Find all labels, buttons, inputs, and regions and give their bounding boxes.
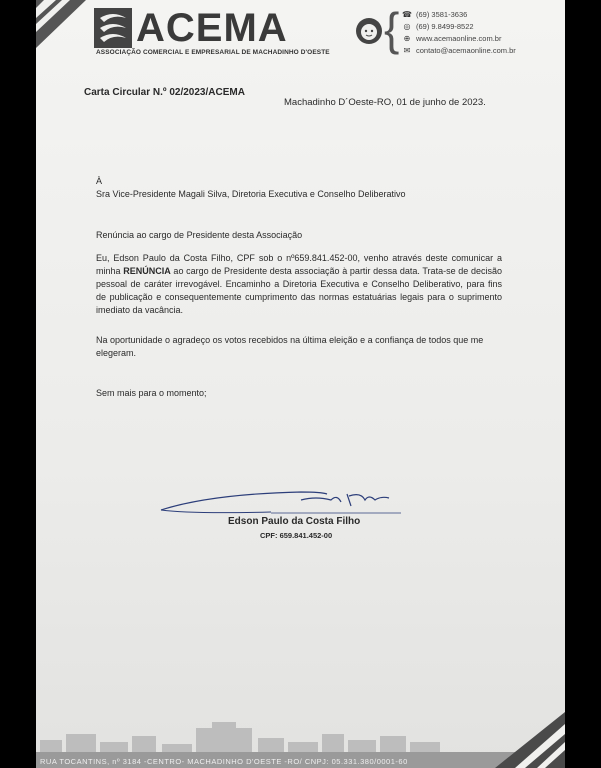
contact-whatsapp: [402, 20, 516, 32]
mail-icon: ✉: [403, 45, 411, 55]
corner-decoration-top-left: [36, 0, 86, 52]
signer-name: Edson Paulo da Costa Filho: [228, 516, 361, 527]
paragraph-text: ao cargo de Presidente desta associação à partir dessa data. Trata-se de decisão pessoal de caráter irrevogável. Encaminho a Diretoria Executiva e Conselho Deliberativo, para fins de publicação e consequentemente cumprimento das normas estatuárias legais para o suprimento imediato da vacância.: [96, 266, 503, 315]
letter-to-prefix: À: [96, 176, 103, 186]
corner-decoration-bottom-right: [475, 712, 565, 768]
contact-text: contato@acemaonline.com.br: [416, 45, 516, 55]
whatsapp-icon: ◎: [403, 21, 411, 31]
handwritten-signature: [151, 486, 411, 518]
acema-logo-icon: [94, 8, 132, 48]
letter-date: Machadinho D´Oeste-RO, 01 de junho de 2023.: [284, 97, 486, 108]
letter-reference: Carta Circular N.º 02/2023/ACEMA: [84, 87, 245, 98]
letter-paragraph-2: Na oportunidade o agradeço os votos recebidos na última eleição e a confiança de todos que me elegeram.: [96, 335, 494, 358]
letter-subject: Renúncia ao cargo de Presidente desta Associação: [96, 230, 303, 240]
phone-icon: ☎: [402, 9, 412, 19]
city-skyline-illustration: [36, 720, 466, 754]
contact-text: www.acemaonline.com.br: [416, 33, 502, 43]
paragraph-text: Eu, Edson Paulo da Costa Filho, CPF sob o nº659.841.452-00, venho através deste comunicar a minha: [96, 253, 502, 276]
contact-phone: [402, 8, 516, 20]
contact-list: [402, 8, 516, 56]
letter-closing: Sem mais para o momento;: [96, 388, 207, 398]
contact-text: (69) 9.8499-8522: [416, 21, 474, 31]
contact-text: (69) 3581-3636: [416, 9, 468, 19]
support-avatar-icon: [355, 17, 383, 45]
footer-address: RUA TOCANTINS, nº 3184 -CENTRO- MACHADINHO D'OESTE -RO/ CNPJ: 05.331.380/0001-60: [40, 757, 408, 766]
globe-icon: ⊕: [403, 33, 411, 43]
signer-cpf: CPF: 659.841.452-00: [260, 531, 333, 540]
contact-email: [402, 44, 516, 56]
resignation-word: RENÚNCIA: [123, 266, 171, 276]
letter-recipient: Sra Vice-Presidente Magali Silva, Diretoria Executiva e Conselho Deliberativo: [96, 189, 406, 199]
letter-paragraph-1: [96, 252, 502, 317]
logo-wordmark: ACEMA: [136, 6, 288, 50]
logo-subtitle: ASSOCIAÇÃO COMERCIAL E EMPRESARIAL DE MACHADINHO D'OESTE: [96, 49, 330, 56]
letter-page: [36, 0, 565, 768]
contact-brace: {: [384, 3, 400, 55]
contact-website: [402, 32, 516, 44]
